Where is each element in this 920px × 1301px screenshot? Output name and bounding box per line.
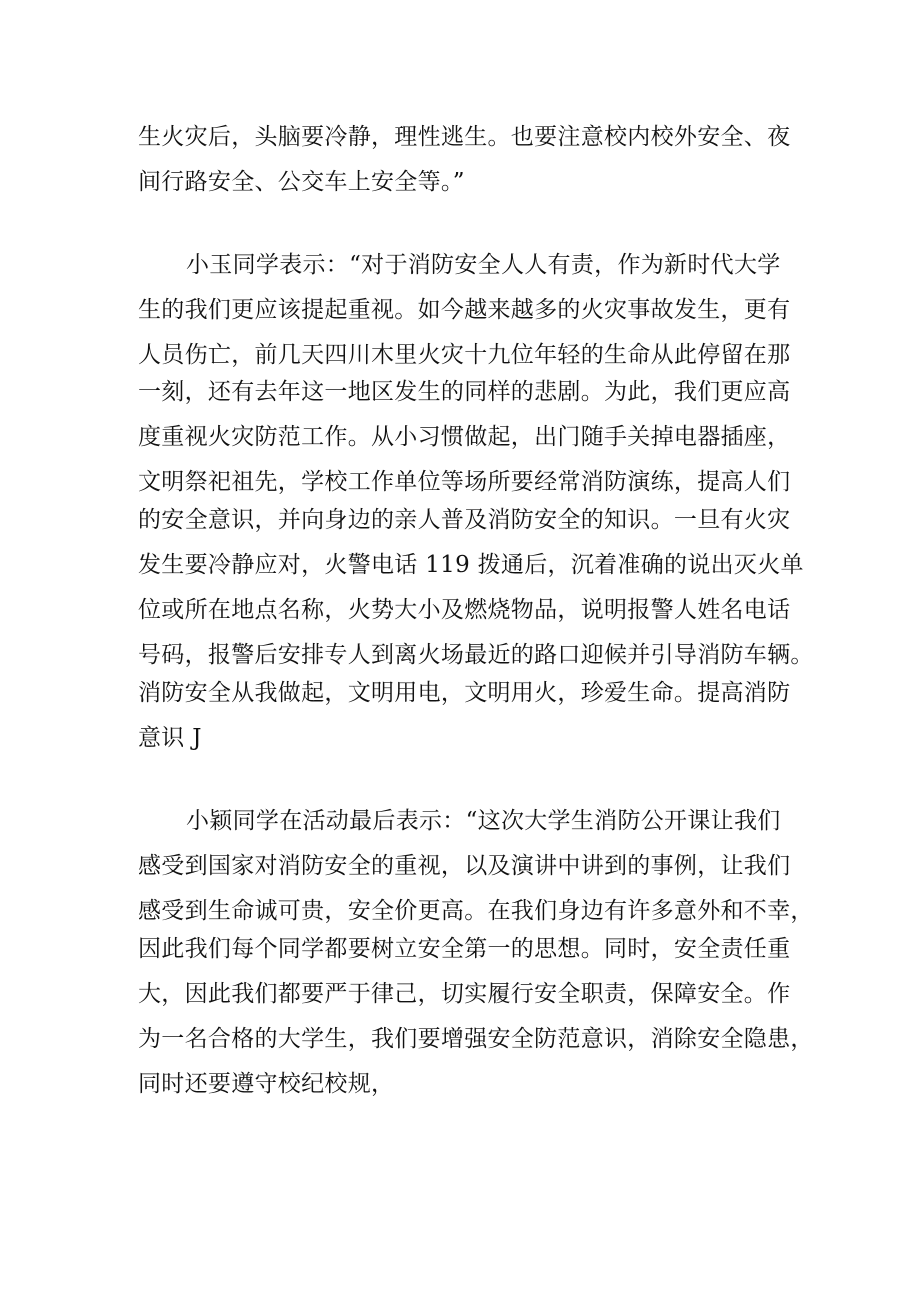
paragraph-line: 生火灾后，头脑要冷静，理性逃生。也要注意校内校外安全、夜 xyxy=(138,124,791,150)
paragraph-line: 号码，报警后安排专人到离火场最近的路口迎候并引导消防车辆。 xyxy=(138,642,814,668)
paragraph-line: 因此我们每个同学都要树立安全第一的思想。同时，安全责任重 xyxy=(138,936,791,962)
paragraph-line: 间行路安全、公交车上安全等。” xyxy=(138,169,465,195)
paragraph-line: 位或所在地点名称，火势大小及燃烧物品，说明报警人姓名电话 xyxy=(138,597,791,623)
paragraph-line: 的安全意识，并向身边的亲人普及消防安全的知识。一旦有火灾 xyxy=(138,507,791,533)
paragraph-line: 感受到生命诚可贵，安全价更高。在我们身边有许多意外和不幸， xyxy=(138,898,814,924)
paragraph-line: 一刻，还有去年这一地区发生的同样的悲剧。为此，我们更应高 xyxy=(138,379,791,405)
paragraph-line: 小颖同学在活动最后表示：“这次大学生消防公开课让我们 xyxy=(186,808,781,834)
paragraph-line: 生的我们更应该提起重视。如今越来越多的火灾事故发生，更有 xyxy=(138,297,791,323)
paragraph-line: 同时还要遵守校纪校规， xyxy=(138,1071,395,1097)
paragraph-line: 消防安全从我做起，文明用电，文明用火，珍爱生命。提高消防 xyxy=(138,680,791,706)
paragraph-line: 为一名合格的大学生，我们要增强安全防范意识，消除安全隐患， xyxy=(138,1026,814,1052)
paragraph-line: 意识 J xyxy=(138,725,202,751)
paragraph-line: 感受到国家对消防安全的重视，以及演讲中讲到的事例，让我们 xyxy=(138,853,791,879)
paragraph-line: 文明祭祀祖先，学校工作单位等场所要经常消防演练，提高人们 xyxy=(138,469,791,495)
paragraph-line: 发生要冷静应对，火警电话 119 拨通后，沉着准确的说出灭火单 xyxy=(138,552,804,578)
paragraph-line: 人员伤亡，前几天四川木里火灾十九位年轻的生命从此停留在那 xyxy=(138,342,791,368)
paragraph-line: 大，因此我们都要严于律己，切实履行安全职责，保障安全。作 xyxy=(138,981,791,1007)
paragraph-line: 小玉同学表示：“对于消防安全人人有责，作为新时代大学 xyxy=(186,252,781,278)
paragraph-line: 度重视火灾防范工作。从小习惯做起，出门随手关掉电器插座， xyxy=(138,424,791,450)
